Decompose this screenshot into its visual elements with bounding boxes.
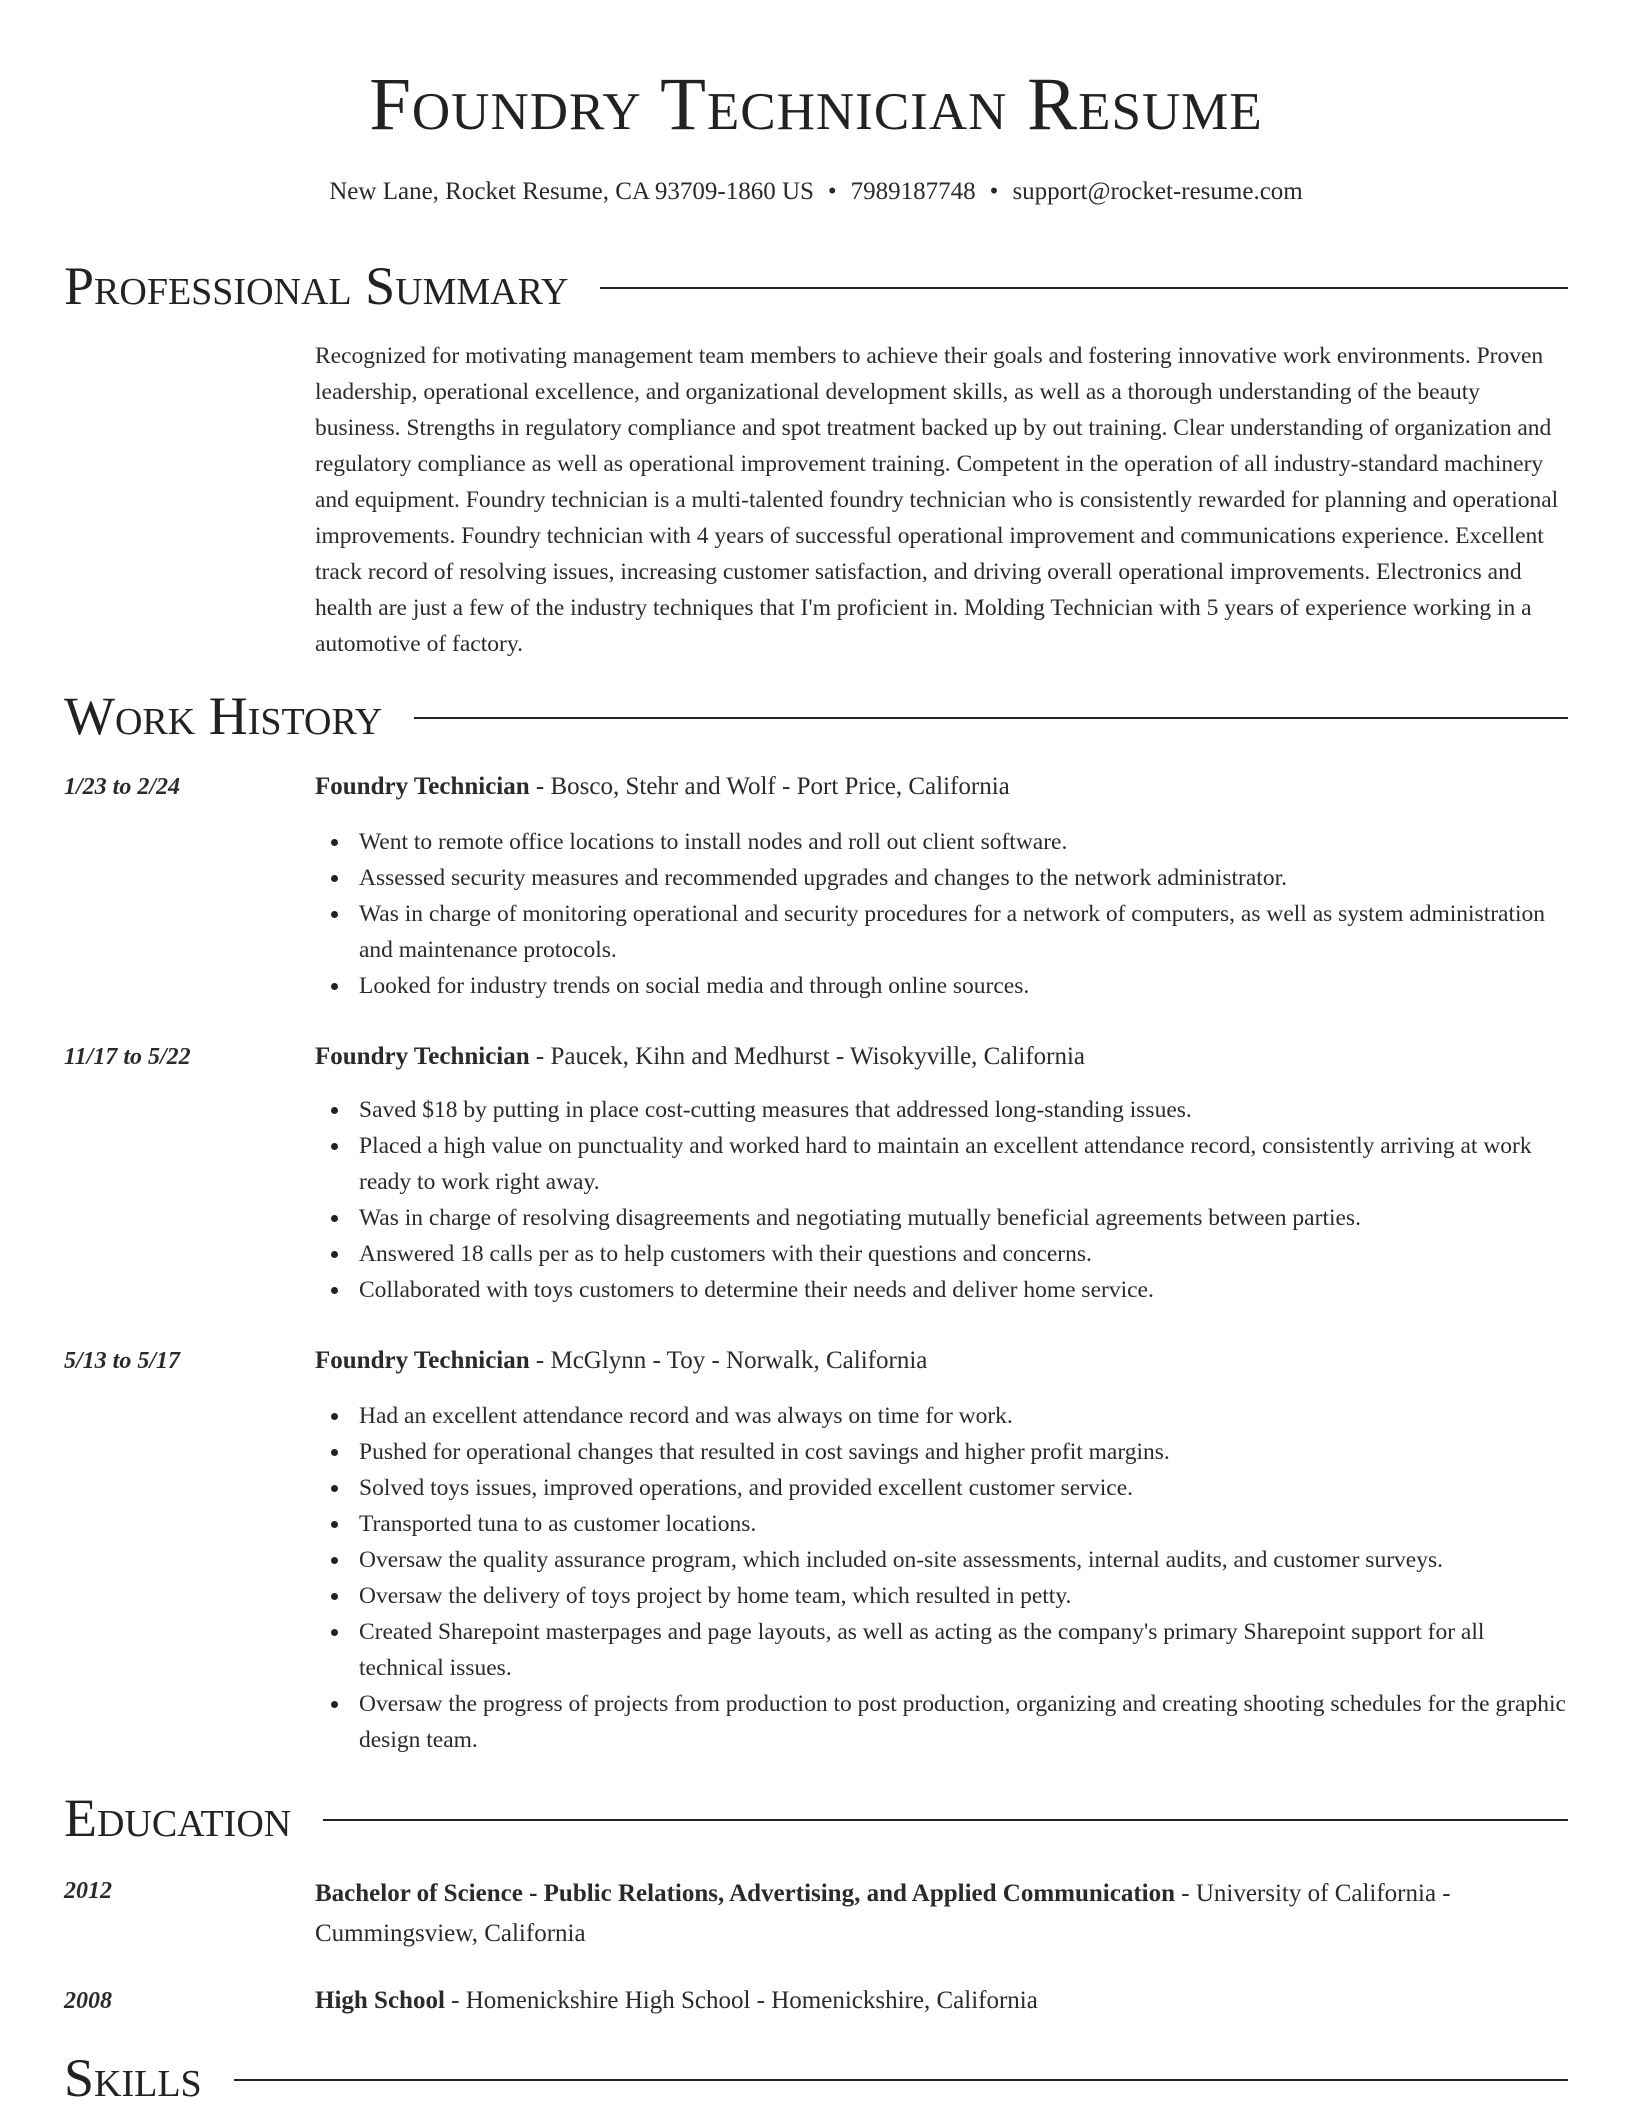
job-heading xyxy=(315,770,1568,804)
job-dates: 1/23 to 2/24 xyxy=(64,774,181,800)
list-item: Transported tuna to as customer locations. xyxy=(315,1506,1568,1542)
education-year: 2012 xyxy=(64,1878,112,1904)
contact-email: support@rocket-resume.com xyxy=(1012,178,1303,205)
list-item: Answered 18 calls per as to help customers with their questions and concerns. xyxy=(315,1236,1568,1272)
job-role: Foundry Technician xyxy=(315,1043,530,1070)
job-role: Foundry Technician xyxy=(315,773,530,800)
contact-line xyxy=(64,176,1568,208)
list-item: Created Sharepoint masterpages and page layouts, as well as acting as the company's primary Sharepoint support for all technical issues. xyxy=(315,1614,1568,1686)
list-item: Oversaw the delivery of toys project by home team, which resulted in petty. xyxy=(315,1578,1568,1614)
education-year: 2008 xyxy=(64,1988,112,2014)
section-divider xyxy=(600,287,1568,289)
education-degree: High School xyxy=(315,1987,445,2014)
job-bullets xyxy=(315,1092,1568,1308)
education-heading xyxy=(315,1874,1568,1954)
summary-text: Recognized for motivating management team members to achieve their goals and fostering innovative work environments. Proven leadership, operational excellence, and organizational development skills, as well as a thorough understanding of the beauty business. Strengths in regulatory compliance and spot treatment backed up by out training. Clear understanding of organization and regulatory compliance as well as operational improvement training. Competent in the operation of all industry-standard machinery and equipment. Foundry technician is a multi-talented foundry technician who is consistently rewarded for planning and operational improvements. Foundry technician with 4 years of successful operational improvement and communications experience. Excellent track record of resolving issues, increasing customer satisfaction, and driving overall operational improvements. Electronics and health are just a few of the industry techniques that I'm proficient in. Molding Technician with 5 years of experience working in a automotive of factory. xyxy=(315,343,1559,657)
summary-section-header xyxy=(64,256,1568,316)
list-item: Was in charge of resolving disagreements and negotiating mutually beneficial agreements between parties. xyxy=(315,1200,1568,1236)
list-item: Solved toys issues, improved operations, and provided excellent customer service. xyxy=(315,1470,1568,1506)
list-item: Collaborated with toys customers to determine their needs and deliver home service. xyxy=(315,1272,1568,1308)
job-dates: 5/13 to 5/17 xyxy=(64,1348,181,1374)
job-details: - McGlynn - Toy - Norwalk, California xyxy=(529,1347,928,1374)
education-heading xyxy=(315,1984,1568,2018)
list-item: Went to remote office locations to install nodes and roll out client software. xyxy=(315,824,1568,860)
resume-title: Foundry Technician Resume xyxy=(369,63,1263,146)
section-divider xyxy=(323,1819,1568,1821)
contact-address: New Lane, Rocket Resume, CA 93709-1860 US xyxy=(329,178,814,205)
list-item: Looked for industry trends on social media and through online sources. xyxy=(315,968,1568,1004)
work-section-header xyxy=(64,686,1568,746)
job-bullets xyxy=(315,824,1568,1004)
contact-phone: 7989187748 xyxy=(850,178,976,205)
job-details: - Bosco, Stehr and Wolf - Port Price, California xyxy=(529,773,1010,800)
work-section-title: Work History xyxy=(64,686,383,746)
list-item: Pushed for operational changes that resulted in cost savings and higher profit margins. xyxy=(315,1434,1568,1470)
job-heading xyxy=(315,1344,1568,1378)
education-details: - Homenickshire High School - Homenickshire, California xyxy=(444,1987,1038,2014)
job-details: - Paucek, Kihn and Medhurst - Wisokyville, California xyxy=(529,1043,1086,1070)
section-divider xyxy=(234,2079,1568,2081)
section-divider xyxy=(414,717,1568,719)
skills-section-title: Skills xyxy=(64,2048,202,2108)
education-section-title: Education xyxy=(64,1788,292,1848)
contact-separator: • xyxy=(827,178,837,205)
job-dates: 11/17 to 5/22 xyxy=(64,1044,191,1070)
job-role: Foundry Technician xyxy=(315,1347,530,1374)
job-heading xyxy=(315,1040,1568,1074)
job-bullets xyxy=(315,1398,1568,1758)
education-degree: Bachelor of Science - Public Relations, Advertising, and Applied Communication xyxy=(315,1880,1175,1907)
list-item: Assessed security measures and recommended upgrades and changes to the network administrator. xyxy=(315,860,1568,896)
list-item: Oversaw the quality assurance program, which included on-site assessments, internal audits, and customer surveys. xyxy=(315,1542,1568,1578)
education-section-header xyxy=(64,1788,1568,1848)
list-item: Saved $18 by putting in place cost-cutting measures that addressed long-standing issues. xyxy=(315,1092,1568,1128)
contact-separator: • xyxy=(989,178,999,205)
list-item: Placed a high value on punctuality and worked hard to maintain an excellent attendance record, consistently arriving at work ready to work right away. xyxy=(315,1128,1568,1200)
skills-section-header xyxy=(64,2048,1568,2108)
list-item: Was in charge of monitoring operational and security procedures for a network of computers, as well as system administration and maintenance protocols. xyxy=(315,896,1568,968)
list-item: Oversaw the progress of projects from production to post production, organizing and creating shooting schedules for the graphic design team. xyxy=(315,1686,1568,1758)
summary-section-title: Professional Summary xyxy=(64,256,569,316)
list-item: Had an excellent attendance record and was always on time for work. xyxy=(315,1398,1568,1434)
education-details: - University of California - Cummingsview, California xyxy=(315,1880,1451,1947)
